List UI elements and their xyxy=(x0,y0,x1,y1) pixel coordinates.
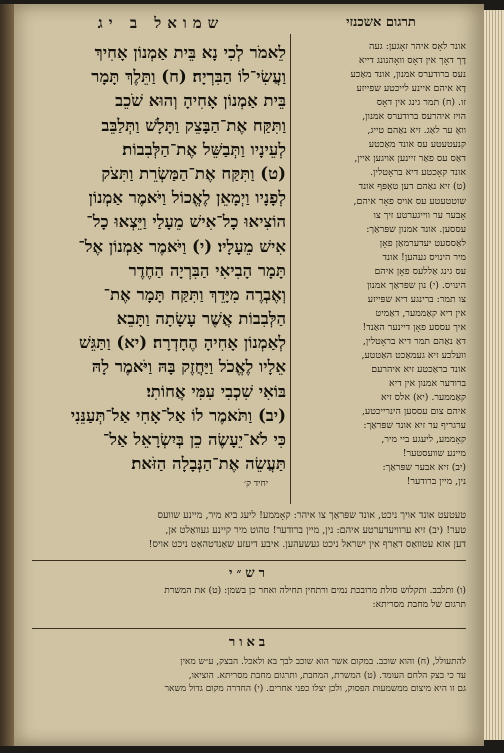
main-text-line: תָּמָר הָבִיאִי הַבִּרְיָה הַחֶדֶר xyxy=(128,259,286,280)
main-text-line: (יב) וַתֹּאמֶר לוֹ אַל־אָחִי אַל־תְּעַנֵּנִי xyxy=(70,404,286,425)
page-header-targum: תרגום אשכנזי xyxy=(346,15,416,30)
targum-line: (ט) זיא נאַהם דען טאָפּף אונד xyxy=(358,181,466,193)
main-text-line: (ט) וַתִּקַּח אֶת־הַמַּשְׂרֵת וַתִּצֹק xyxy=(101,162,286,183)
targum-line: אָבער ער ווייגערטע זיך צו xyxy=(373,209,466,221)
targum-line: הויז איהרעס ברודערס אמנון, xyxy=(362,111,466,123)
book-left-edge xyxy=(0,4,14,746)
main-text-line: אֵלָיו לֶאֱכֹל וַיַּחֲזֶק בָּהּ וַיֹּאמֶר לָהּ xyxy=(91,356,286,377)
page-header-book-chapter: שמואל ב יג xyxy=(97,14,225,32)
rashi-commentary xyxy=(32,584,466,612)
targum-continuation xyxy=(32,509,466,553)
targum-line: אונד בראַכטע זיא איהרעם xyxy=(371,364,466,376)
targum-line: וואָ ער לאַג. זיא נאַהם טייג, xyxy=(367,125,466,137)
main-text-line: לְפָנָיו וַיְמָאֵן לֶאֱכוֹל וַיֹּאמֶר אַמְנוֹן xyxy=(88,187,286,208)
targum-line: ברודער אמנון אין דיא xyxy=(389,378,466,390)
rashi-top-rule xyxy=(32,560,466,561)
targum-line: צו תמר: ברינגע דיא שפּייזע xyxy=(367,293,466,305)
rashi-line: (ו) ותלבב. ותקלוש סולת מרובכת נמים ורתחין תחילה ואחר כן בשמן: (ט) את המשרת xyxy=(164,585,466,596)
main-text-line: אִישׁ מֵעָלָיו׃ (י) וַיֹּאמֶר אַמְנוֹן אֶל־ xyxy=(78,235,286,256)
targum-line: נין, מיין ברודער! xyxy=(406,476,466,488)
main-hebrew-text xyxy=(32,40,286,475)
targum-line: שוטטעטע עס אויס פאָר איהם, xyxy=(353,195,466,207)
rashi-title: רש״י xyxy=(229,566,269,581)
main-text-line: בּוֹאִי שִׁכְבִי עִמִּי אֲחוֹתִי׃ xyxy=(146,380,286,401)
targum-line: אונד קאָכטע דיא בראָטלין. xyxy=(370,167,466,179)
targum-line: הינויס. (י) נון שפּראַך אמנון xyxy=(366,279,466,291)
biur-top-rule xyxy=(32,628,466,629)
targum-line: דָא איהם איינע לייכטע שפייזע xyxy=(356,83,466,95)
targum-line: קאָממע, ליעגע ביי מיר, xyxy=(381,434,466,446)
targum-line: נעס ברודערס אמנון, אונד מאַכע xyxy=(350,69,466,81)
column-divider xyxy=(290,34,291,504)
targum-line: זו. (ח) תמר גינג אין דאָס xyxy=(376,97,466,109)
targum-line: איך עססע פאָן דיינער האַנד! xyxy=(362,321,466,333)
targum-continuation-line: טער! (יב) זיא ערוויעדערטע איהם: נין, מיין ברודער! טהוט מיר קיינע געוואַלט אן, xyxy=(165,524,466,536)
main-text-line: לְאַמְנוֹן אָחִיהָ הֶחָדְרָה׃ (יא) וַתַּגֵּשׁ xyxy=(79,332,286,353)
main-text-line: לֵאמֹר לְכִי נָא בֵּית אַמְנוֹן אָחִיךְ xyxy=(94,42,286,62)
main-text-line: וְאֶבְרֶה מִיָּדֵךְ וַתִּקַּח תָּמָר אֶת־ xyxy=(103,283,286,304)
main-text-line: וַתִּקַּח אֶת־הַבָּצֵק וַתָּלָשׁ וַתְּלַבֵּב xyxy=(101,114,286,135)
biur-title: באור xyxy=(228,635,270,650)
targum-line: איהם צום עססען הינרייכטע, xyxy=(361,406,466,418)
main-text-line: הַלְּבִבוֹת אֲשֶׁר עָשָׂתָה וַתָּבֵא xyxy=(116,308,286,329)
targum-continuation-line: טעטעט אונד אויך ניכט, אונד שפּראַך צו איהר: קאָממע! ליעג ביא מיר, מיינע שוועס xyxy=(157,510,466,521)
targum-line: מיר הינויס געהען! אונד xyxy=(382,251,466,263)
targum-continuation-line: דען אזא עטוואַס דאַרף אין ישראל ניכט געשעהען. איבע דיעזע שאַנדטהאַט ניכט אויס! xyxy=(148,539,466,550)
biur-line: להתעולל, (ח) והוא שוכב. במקום אשר הוא שוכב לבך בא ולאכל. הבצק, ע״ש מאין xyxy=(180,657,466,667)
targum-column xyxy=(296,40,466,490)
margin-note: יחיד ק׳ xyxy=(244,479,269,489)
targum-line: ערגריף ער זיא אונד שפּראַך: xyxy=(363,420,466,432)
targum-line: קאַממער. (יא) אלס זיא xyxy=(380,392,466,404)
book-page-edges xyxy=(484,10,504,740)
scanned-page xyxy=(14,4,484,746)
targum-line: קנעטעטע עס אונד מאַכטע xyxy=(368,139,466,151)
targum-line: דָך דאָך אין דאָס וואָהנונג דייא xyxy=(358,55,466,67)
targum-line: אונר לאָס איהר זאָגען: געה xyxy=(368,41,466,52)
targum-line: (יב) זיא אבער שפּראַך: xyxy=(382,462,466,474)
main-text-line: הוֹצִיאוּ כָל־אִישׁ מֵעָלַי וַיֵּצְאוּ כָל־ xyxy=(86,211,286,232)
targum-line: מיינע שוועסטער! xyxy=(402,448,466,460)
targum-line: עס גינג אַללעס פאָן איהם xyxy=(374,265,466,277)
main-text-line: בֵּית אַמְנוֹן אָחִיהָ וְהוּא שֹׁכֵב xyxy=(115,90,286,111)
targum-line: לאַססעט יעדערמאַן פאָן xyxy=(379,237,466,249)
targum-line: אין דיא קאַממער, דאַמיט xyxy=(375,307,466,319)
biur-line: גם זו היא מיצום ממשמעות הפסוק, ולכן יצלו כפני אחרים. (י) החדרה מקום גדול משאר xyxy=(164,684,466,694)
targum-line: עססען. אונד אמנון שפּראַך: xyxy=(366,223,466,235)
rashi-line: תרגום של מחבת מסריתא: xyxy=(372,599,466,610)
main-text-line: כִּי לֹא־יֵעָשֶׂה כֵן בְּיִשְׂרָאֵל אַל־ xyxy=(102,429,286,449)
targum-line: דאַ נאַהם תמר דיא בראָטלין, xyxy=(362,335,466,347)
main-text-line: לְעֵינָיו וַתְּבַשֵּׁל אֶת־הַלְּבִבוֹת׃ xyxy=(122,138,286,159)
biur-commentary xyxy=(32,656,466,697)
biur-line: עד כי בצק הלחם העומד. (ט) המשרת, המחבת, ותרגום מחבת מסריתא. הוציאו, xyxy=(188,670,466,681)
main-text-line: וַעֲשִׂי־לוֹ הַבִּרְיָה׃ (ח) וַתֵּלֶךְ תָּמָר xyxy=(91,66,286,87)
main-text-line: תַּעֲשֵׂה אֶת־הַנְּבָלָה הַזֹּאת׃ xyxy=(131,453,286,474)
targum-line: דאַס עס פאַר זיינען אויגען איין, xyxy=(354,153,466,165)
targum-line: וועלכע זיא געמאַכט האַטטע, xyxy=(361,350,466,362)
